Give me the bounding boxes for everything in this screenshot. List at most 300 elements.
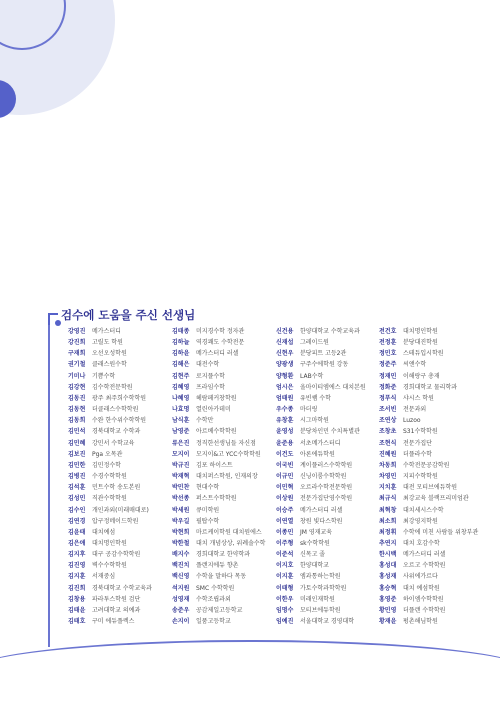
teacher-affiliation: 아르베수학학원 <box>196 428 237 436</box>
teacher-affiliation: Luzoo <box>403 417 421 425</box>
teacher-entry <box>276 382 376 393</box>
teacher-name: 김성민 <box>68 495 86 503</box>
teacher-entry <box>172 438 272 449</box>
teacher-affiliation: JM 영재교육 <box>300 528 333 536</box>
teacher-column <box>172 326 272 627</box>
teacher-affiliation: 마르케이학원 대치원에스 <box>196 528 262 536</box>
teacher-affiliation: 정직한선생님들 자신점 <box>196 439 256 447</box>
teacher-affiliation: 모티브에듀학원 <box>300 606 341 614</box>
teacher-affiliation: 유빈쌤 수학 <box>300 394 331 402</box>
teacher-affiliation: 서재중심 <box>92 573 116 581</box>
teacher-name: 홍성대 <box>379 562 397 570</box>
teacher-entry <box>68 359 168 370</box>
teacher-entry <box>68 616 168 627</box>
section-title: 검수에 도움을 주신 선생님 <box>61 308 196 322</box>
teacher-affiliation: 수학전문공감학원 <box>403 461 450 469</box>
teacher-name: 차동희 <box>379 461 397 469</box>
teacher-entry <box>172 460 272 471</box>
teacher-affiliation: 벽수수학학원 <box>92 562 127 570</box>
teacher-affiliation: 수학을 말하다 목동 <box>196 573 247 581</box>
teacher-entry <box>68 493 168 504</box>
teacher-entry <box>172 527 272 538</box>
teacher-name: 김현주 <box>172 372 190 380</box>
teacher-name: 정재민 <box>379 372 397 380</box>
teacher-entry <box>379 449 479 460</box>
teacher-entry <box>68 594 168 605</box>
teacher-name: 송준우 <box>172 606 190 614</box>
teacher-affiliation: 퍼스트수학학원 <box>196 495 237 503</box>
teacher-name: 김동현 <box>68 406 86 414</box>
teacher-affiliation: 고려대학교 의예과 <box>92 606 141 614</box>
teacher-entry <box>276 549 376 560</box>
teacher-affiliation: 대치명인학원 <box>92 539 127 547</box>
teacher-entry <box>68 549 168 560</box>
teacher-entry <box>276 449 376 460</box>
teacher-affiliation: 수학만 <box>196 417 214 425</box>
teacher-affiliation: 클래스원수학 <box>92 361 127 369</box>
teacher-affiliation: 김포 하이스트 <box>196 461 233 469</box>
teacher-entry <box>379 583 479 594</box>
teacher-affiliation: 직관수학학원 <box>92 495 127 503</box>
teacher-affiliation: 열린아카데미 <box>196 406 231 414</box>
teacher-entry <box>172 348 272 359</box>
teacher-name: 남영준 <box>172 428 190 436</box>
teacher-entry <box>276 505 376 516</box>
teacher-name: 이국빈 <box>276 461 294 469</box>
teacher-affiliation: 분당피트 고등2관 <box>300 350 347 358</box>
teacher-entry <box>379 415 479 426</box>
teacher-entry <box>379 571 479 582</box>
teacher-affiliation: 씨앤수학 <box>403 361 427 369</box>
teacher-entry <box>276 337 376 348</box>
teacher-affiliation: 최강교육 블랙프리미엄관 <box>403 495 469 503</box>
teacher-name: 최규식 <box>379 495 397 503</box>
teacher-affiliation: 경북대학교 수학교육과 <box>92 584 152 592</box>
teacher-entry <box>68 571 168 582</box>
decorative-ring <box>0 0 66 50</box>
teacher-entry <box>172 493 272 504</box>
teacher-entry <box>379 404 479 415</box>
teacher-name: 김해은 <box>172 361 190 369</box>
teacher-name: 김민한 <box>68 461 86 469</box>
teacher-name: 이건도 <box>276 450 294 458</box>
teacher-name: 홍성재 <box>379 573 397 581</box>
teacher-entry <box>172 393 272 404</box>
teacher-name: 윤영성 <box>276 428 294 436</box>
teacher-affiliation: 전문가집단영수학원 <box>300 495 353 503</box>
teacher-entry <box>379 605 479 616</box>
teacher-entry <box>276 348 376 359</box>
teacher-name: 이규민 <box>276 473 294 481</box>
teacher-entry <box>379 326 479 337</box>
teacher-entry <box>68 505 168 516</box>
teacher-affiliation: 수학에 미친 사람들 위창부관 <box>403 528 479 536</box>
teacher-affiliation: 시그마학원 <box>300 417 329 425</box>
teacher-entry <box>379 616 479 627</box>
teacher-name: 남식훈 <box>172 417 190 425</box>
teacher-affiliation: 오선오성학원 <box>92 350 127 358</box>
teacher-name: 최소희 <box>379 517 397 525</box>
teacher-affiliation: 서울대학교 경영대학 <box>300 618 355 626</box>
teacher-affiliation: 미지경수학 정자관 <box>196 328 245 335</box>
teacher-entry <box>172 583 272 594</box>
teacher-affiliation: 수경수학학원 <box>92 473 127 481</box>
teacher-affiliation: 신목고 졸 <box>300 551 326 559</box>
teacher-affiliation: 대치 개념상상, 위례솔수학 <box>196 539 266 547</box>
teacher-affiliation: SMC 수학학원 <box>196 584 235 592</box>
teacher-name: 김민혜 <box>68 439 86 447</box>
teacher-entry <box>68 371 168 382</box>
teacher-entry <box>379 471 479 482</box>
teacher-entry <box>68 382 168 393</box>
teacher-name: 김수인 <box>68 506 86 514</box>
teacher-entry <box>68 415 168 426</box>
teacher-name: 김지후 <box>68 551 86 559</box>
teacher-name: 박민찬 <box>172 484 190 492</box>
teacher-entry <box>172 482 272 493</box>
teacher-name: 이승주 <box>276 506 294 514</box>
teacher-affiliation: 신닝이룸수학학원 <box>300 473 347 481</box>
teacher-entry <box>276 415 376 426</box>
teacher-affiliation: 구주수에학원 강동 <box>300 361 349 369</box>
teacher-affiliation: 프라임수학 <box>196 383 225 391</box>
teacher-entry <box>68 426 168 437</box>
teacher-name: 성영재 <box>172 595 190 603</box>
teacher-affiliation: 오르고 수학학원 <box>403 562 446 570</box>
teacher-affiliation: 수완 한수위수학학원 <box>92 417 147 425</box>
teacher-name: 김태종 <box>172 328 190 335</box>
teacher-entry <box>172 471 272 482</box>
teacher-entry <box>276 605 376 616</box>
teacher-entry <box>379 527 479 538</box>
teacher-affiliation: 압구정메이드학원 <box>92 517 139 525</box>
teacher-entry <box>276 560 376 571</box>
teacher-name: 홍승혁 <box>379 584 397 592</box>
teacher-entry <box>172 571 272 582</box>
teacher-name: 김지훈 <box>68 573 86 581</box>
teacher-entry <box>379 594 479 605</box>
teacher-name: 이준석 <box>276 551 294 559</box>
teacher-name: 박우길 <box>172 517 190 525</box>
teacher-name: 박현희 <box>172 528 190 536</box>
teacher-affiliation: 사위에가르다 <box>403 573 438 581</box>
teacher-name: 김진희 <box>68 584 86 592</box>
teacher-affiliation: 플랜지에듀 향촌 <box>196 562 239 570</box>
teacher-entry <box>68 393 168 404</box>
teacher-name: 김태윤 <box>68 606 86 614</box>
teacher-name: 조연상 <box>379 417 397 425</box>
teacher-affiliation: 강민서 수학교육 <box>92 439 135 447</box>
teacher-entry <box>276 538 376 549</box>
teacher-name: 정준주 <box>379 361 397 369</box>
teacher-entry <box>276 438 376 449</box>
teacher-entry <box>68 337 168 348</box>
teacher-name: 조창초 <box>379 428 397 436</box>
teacher-affiliation: 대치명인학원 <box>403 328 438 335</box>
teacher-entry <box>172 616 272 627</box>
teacher-entry <box>68 326 168 337</box>
teacher-entry <box>172 404 272 415</box>
teacher-entry <box>172 449 272 460</box>
teacher-entry <box>379 438 479 449</box>
teacher-name: 신재섭 <box>276 339 294 347</box>
teacher-name: 류은진 <box>172 439 190 447</box>
teacher-entry <box>379 516 479 527</box>
teacher-affiliation: 대치퍼스학원, 인재의장 <box>196 473 258 481</box>
teacher-name: 황재윤 <box>379 618 397 626</box>
teacher-name: 이상원 <box>276 495 294 503</box>
teacher-name: 정민호 <box>379 350 397 358</box>
teacher-name: 김동진 <box>68 394 86 402</box>
teacher-name: 강진희 <box>68 339 86 347</box>
teacher-entry <box>276 493 376 504</box>
teacher-affiliation: 경희대학교 물리학과 <box>403 383 458 391</box>
teacher-name: 김하늘 <box>172 339 190 347</box>
teacher-entry <box>276 571 376 582</box>
teacher-affiliation: sk수학학원 <box>300 539 330 547</box>
teacher-name: 이종민 <box>276 528 294 536</box>
teacher-name: 정푸식 <box>379 394 397 402</box>
teacher-entry <box>172 560 272 571</box>
teacher-affiliation: 하이엠수학학원 <box>403 595 444 603</box>
teacher-name: 유창훈 <box>276 417 294 425</box>
teacher-entry <box>276 616 376 627</box>
teacher-name: 김은애 <box>68 539 86 547</box>
teacher-entry <box>379 359 479 370</box>
teacher-affiliation: S31수학학원 <box>403 428 438 436</box>
teacher-name: 손지이 <box>172 618 190 626</box>
teacher-name: 이주형 <box>276 539 294 547</box>
teacher-affiliation: 대전수학 <box>196 361 220 369</box>
teacher-entry <box>379 337 479 348</box>
teacher-name: 김보진 <box>68 450 86 458</box>
teacher-affiliation: 창원 빛다스학원 <box>300 517 343 525</box>
teacher-affiliation: 스테듀입시학원 <box>403 350 444 358</box>
teacher-affiliation: 한양대학교 <box>300 562 329 570</box>
teacher-name: 김강현 <box>68 383 86 391</box>
teacher-entry <box>68 449 168 460</box>
teacher-name: 이연열 <box>276 517 294 525</box>
teacher-entry <box>68 460 168 471</box>
teacher-entry <box>172 505 272 516</box>
teacher-affiliation: 더클래스수학학원 <box>92 406 139 414</box>
teacher-entry <box>172 326 272 337</box>
teacher-entry <box>276 482 376 493</box>
teacher-affiliation: 대치 호감수학 <box>403 539 440 547</box>
teacher-affiliation: 아론에듀학원 <box>300 450 335 458</box>
teacher-entry <box>276 527 376 538</box>
teacher-affiliation: 샤시스 학원 <box>403 394 434 402</box>
teacher-name: 최혁창 <box>379 506 397 514</box>
teacher-entry <box>276 404 376 415</box>
decorative-large-circle <box>0 0 115 115</box>
teacher-entry <box>379 426 479 437</box>
teacher-entry <box>172 516 272 527</box>
teacher-name: 추연지 <box>379 539 397 547</box>
teacher-affiliation: 민트수학 송도본원 <box>92 484 141 492</box>
teacher-name: 이지훈 <box>276 573 294 581</box>
teacher-affiliation: 최강영지학원 <box>403 517 438 525</box>
teacher-affiliation: 이해랑구 총재 <box>403 372 440 380</box>
teacher-name: 이지호 <box>276 562 294 570</box>
teacher-name: 우수종 <box>276 406 294 414</box>
teacher-affiliation: 분당차인민 수치특별관 <box>300 428 360 436</box>
teacher-name: 김태호 <box>68 618 86 626</box>
teacher-name: 나혜영 <box>172 394 190 402</box>
teacher-name: 조서빈 <box>379 406 397 414</box>
teacher-entry <box>276 583 376 594</box>
teacher-entry <box>68 538 168 549</box>
teacher-affiliation: 더플랜 수학학원 <box>403 606 446 614</box>
teacher-entry <box>276 393 376 404</box>
teacher-affiliation: 계이플러스수학학원 <box>300 461 353 469</box>
teacher-affiliation: 미래인재학원 <box>300 595 335 603</box>
teacher-entry <box>172 549 272 560</box>
teacher-affiliation: 지피수학학원 <box>403 473 438 481</box>
teacher-name: 조현식 <box>379 439 397 447</box>
decorative-solid-circle <box>0 80 16 118</box>
teacher-affiliation: 개인과외(미래매대로) <box>92 506 149 514</box>
teacher-entry <box>276 426 376 437</box>
teacher-affiliation: 큐미학원 <box>196 506 220 514</box>
teacher-affiliation: 엠과통하는학원 <box>300 573 341 581</box>
teacher-affiliation: 김수학전문학원 <box>92 383 133 391</box>
teacher-name: 김창용 <box>68 595 86 603</box>
teacher-entry <box>172 359 272 370</box>
teacher-entry <box>68 404 168 415</box>
teacher-entry <box>276 471 376 482</box>
teacher-affiliation: 경북대학교 수학과 <box>92 428 141 436</box>
teacher-affiliation: 일품고등학교 <box>196 618 231 626</box>
teacher-name: 최정휘 <box>379 528 397 536</box>
teacher-name: 엄시은 <box>276 383 294 391</box>
teacher-name: 김석훈 <box>68 484 86 492</box>
teacher-name: 엄태원 <box>276 394 294 402</box>
teacher-name: 임예진 <box>276 618 294 626</box>
teacher-name: 백진치 <box>172 562 190 570</box>
teacher-entry <box>379 549 479 560</box>
teacher-entry <box>276 594 376 605</box>
teacher-column <box>68 326 168 627</box>
teacher-name: 배지수 <box>172 551 190 559</box>
teacher-entry <box>379 538 479 549</box>
teacher-name: 홍영준 <box>379 595 397 603</box>
teacher-entry <box>379 460 479 471</box>
teacher-affiliation: 가토수학과학학원 <box>300 584 347 592</box>
teacher-name: 지치훈 <box>379 484 397 492</box>
teacher-affiliation: 그레이드원 <box>300 339 329 347</box>
teacher-affiliation: 서초메가스터디 <box>300 439 341 447</box>
teacher-affiliation: 대치예섬 <box>92 528 116 536</box>
teacher-affiliation: 오르라수학전문학원 <box>300 484 353 492</box>
teacher-entry <box>68 482 168 493</box>
teacher-affiliation: 모지이&고 YCC수학학원 <box>196 450 261 458</box>
teacher-name: 강영진 <box>68 328 86 335</box>
teacher-name: 임명수 <box>276 606 294 614</box>
teacher-name: 신건용 <box>276 328 294 335</box>
teacher-entry <box>276 371 376 382</box>
teacher-name: 황민영 <box>379 606 397 614</box>
teacher-affiliation: 로지플수학 <box>196 372 225 380</box>
teacher-entry <box>379 382 479 393</box>
teacher-name: 구재희 <box>68 350 86 358</box>
teacher-affiliation: 경희대학교 한약학과 <box>196 551 251 559</box>
teacher-name: 박선종 <box>172 495 190 503</box>
teacher-entry <box>68 527 168 538</box>
teacher-name: 윤준용 <box>276 439 294 447</box>
teacher-name: 이태형 <box>276 584 294 592</box>
teacher-affiliation: 파라투스학원 검단 <box>92 595 141 603</box>
teacher-affiliation: 펑촌해님학원 <box>403 618 438 626</box>
teacher-name: 김민석 <box>68 428 86 436</box>
teacher-entry <box>68 471 168 482</box>
teacher-affiliation: 수학조립과외 <box>196 595 231 603</box>
teacher-affiliation: 대구 공감수학학원 <box>92 551 141 559</box>
teacher-name: 신현우 <box>276 350 294 358</box>
teacher-affiliation: 필탑수학 <box>196 517 220 525</box>
teacher-name: 박재혁 <box>172 473 190 481</box>
teacher-affiliation: 대치세시스수학 <box>403 506 444 514</box>
teacher-affiliation: 공감제일고등학교 <box>196 606 243 614</box>
teacher-affiliation: 헤람페커창학원 <box>196 394 237 402</box>
teacher-name: 김진영 <box>68 562 86 570</box>
teacher-affiliation: 메가스터디 러셀 <box>403 551 446 559</box>
teacher-name: 기미나 <box>68 372 86 380</box>
teacher-entry <box>379 371 479 382</box>
teacher-entry <box>68 438 168 449</box>
teacher-name: 진혜원 <box>379 450 397 458</box>
teacher-name: 박세원 <box>172 506 190 514</box>
teacher-entry <box>172 426 272 437</box>
teacher-name: 모지이 <box>172 450 190 458</box>
teacher-entry <box>172 371 272 382</box>
teacher-entry <box>379 482 479 493</box>
teacher-entry <box>68 560 168 571</box>
teacher-entry <box>68 583 168 594</box>
teacher-entry <box>68 605 168 616</box>
teacher-name: 전정훈 <box>379 339 397 347</box>
teacher-name: 이한우 <box>276 595 294 603</box>
teacher-entry <box>172 415 272 426</box>
teacher-name: 김하윤 <box>172 350 190 358</box>
teacher-name: 권기철 <box>68 361 86 369</box>
teacher-affiliation: 메가스터디 러셀 <box>300 506 343 514</box>
teacher-name: 김혜영 <box>172 383 190 391</box>
teacher-affiliation: Pga 오목관 <box>92 450 123 458</box>
teacher-name: 박한철 <box>172 539 190 547</box>
decorative-bottom-arc <box>0 640 500 702</box>
teacher-affiliation: 광주 최주희수학학원 <box>92 394 147 402</box>
teacher-name: 김동희 <box>68 417 86 425</box>
teacher-entry <box>379 493 479 504</box>
teacher-affiliation: 올마이티엠에스 대치본원 <box>300 383 366 391</box>
teacher-entry <box>276 516 376 527</box>
teacher-column <box>276 326 376 627</box>
teacher-name: 김병진 <box>68 473 86 481</box>
teacher-affiliation: 구미 에듀플렉스 <box>92 618 135 626</box>
teacher-entry <box>276 359 376 370</box>
teacher-affiliation: 분당대진학원 <box>403 339 438 347</box>
teacher-entry <box>68 348 168 359</box>
teacher-entry <box>379 348 479 359</box>
teacher-affiliation: 고릴도 학원 <box>92 339 123 347</box>
teacher-name: 양형환 <box>276 372 294 380</box>
teacher-affiliation: 대치 예섬학원 <box>403 584 440 592</box>
teacher-entry <box>172 605 272 616</box>
teacher-affiliation: LAB수학 <box>300 372 324 380</box>
teacher-affiliation: 대전 모티브에듀학원 <box>403 484 458 492</box>
teacher-entry <box>379 505 479 516</box>
